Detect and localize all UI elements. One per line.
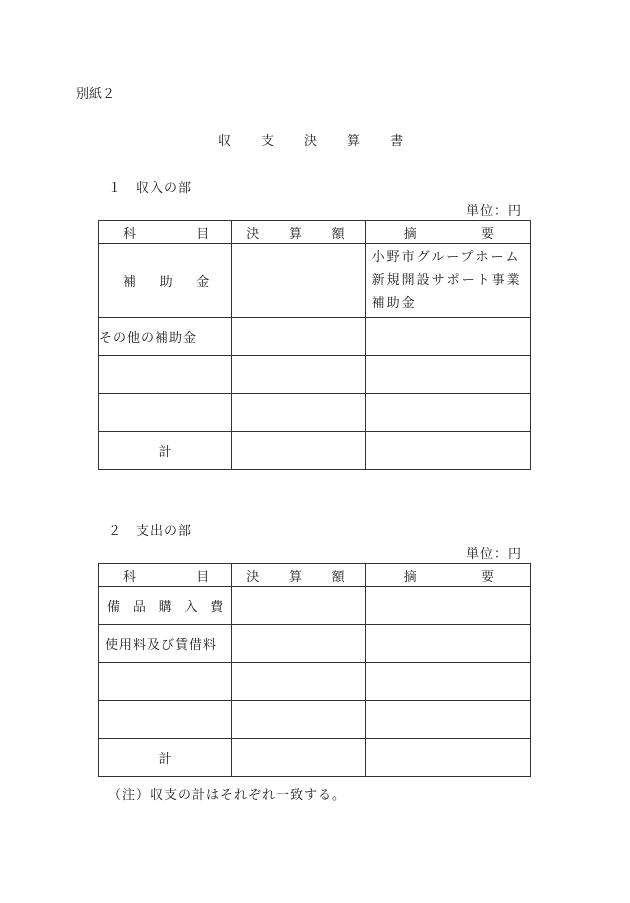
table-row [99,663,531,701]
summary-cell [365,394,530,432]
amount-cell [232,394,365,432]
summary-cell [365,663,530,701]
header-amount: 決 算 額 [232,221,365,244]
amount-cell [232,663,365,701]
summary-cell: 小野市グループホーム 新規開設サポート事業 補助金 [365,244,530,318]
title-char: 書 [390,134,434,149]
table-row [99,701,531,739]
amount-cell [232,739,365,777]
subject-cell: 使用料及び賃借料 [99,625,232,663]
amount-cell [232,587,365,625]
subject-cell: 備 品 購 入 費 [99,587,232,625]
summary-cell [365,318,530,356]
amount-cell [232,356,365,394]
header-subject: 科 目 [99,564,232,587]
income-unit: 単位：円 [466,204,523,219]
income-table [98,220,531,470]
summary-cell [365,356,530,394]
expense-heading: ２ 支出の部 [108,524,193,539]
title-char: 決 [304,134,348,149]
income-header-row [99,221,531,244]
expense-table [98,563,531,777]
total-row [99,739,531,777]
subject-cell [99,701,232,739]
amount-cell [232,318,365,356]
title-char: 収 [218,134,262,149]
amount-cell [232,701,365,739]
summary-cell [365,701,530,739]
subject-cell [99,356,232,394]
header-amount: 決 算 額 [232,564,365,587]
title-char: 算 [347,134,391,149]
title-char: 支 [261,134,305,149]
income-heading: １ 収入の部 [108,181,193,196]
subject-cell: 補 助 金 [99,244,232,318]
summary-cell [365,432,530,470]
expense-header-row [99,564,531,587]
subject-cell: その他の補助金 [99,318,232,356]
summary-cell [365,625,530,663]
table-row [99,318,531,356]
expense-unit: 単位：円 [466,547,523,562]
header-subject: 科 目 [99,221,232,244]
table-row [99,625,531,663]
table-row [99,587,531,625]
table-row [99,356,531,394]
subject-cell [99,663,232,701]
amount-cell [232,432,365,470]
amount-cell [232,244,365,318]
header-summary: 摘 要 [365,221,530,244]
header-summary: 摘 要 [365,564,530,587]
document-title [218,130,433,149]
summary-cell [365,587,530,625]
document-label: 別紙２ [76,87,116,102]
table-row [99,394,531,432]
total-label: 計 [99,739,232,777]
table-row [99,244,531,318]
subject-cell [99,394,232,432]
amount-cell [232,625,365,663]
total-row [99,432,531,470]
summary-cell [365,739,530,777]
footnote: （注）収支の計はそれぞれ一致する。 [108,788,347,803]
total-label: 計 [99,432,232,470]
